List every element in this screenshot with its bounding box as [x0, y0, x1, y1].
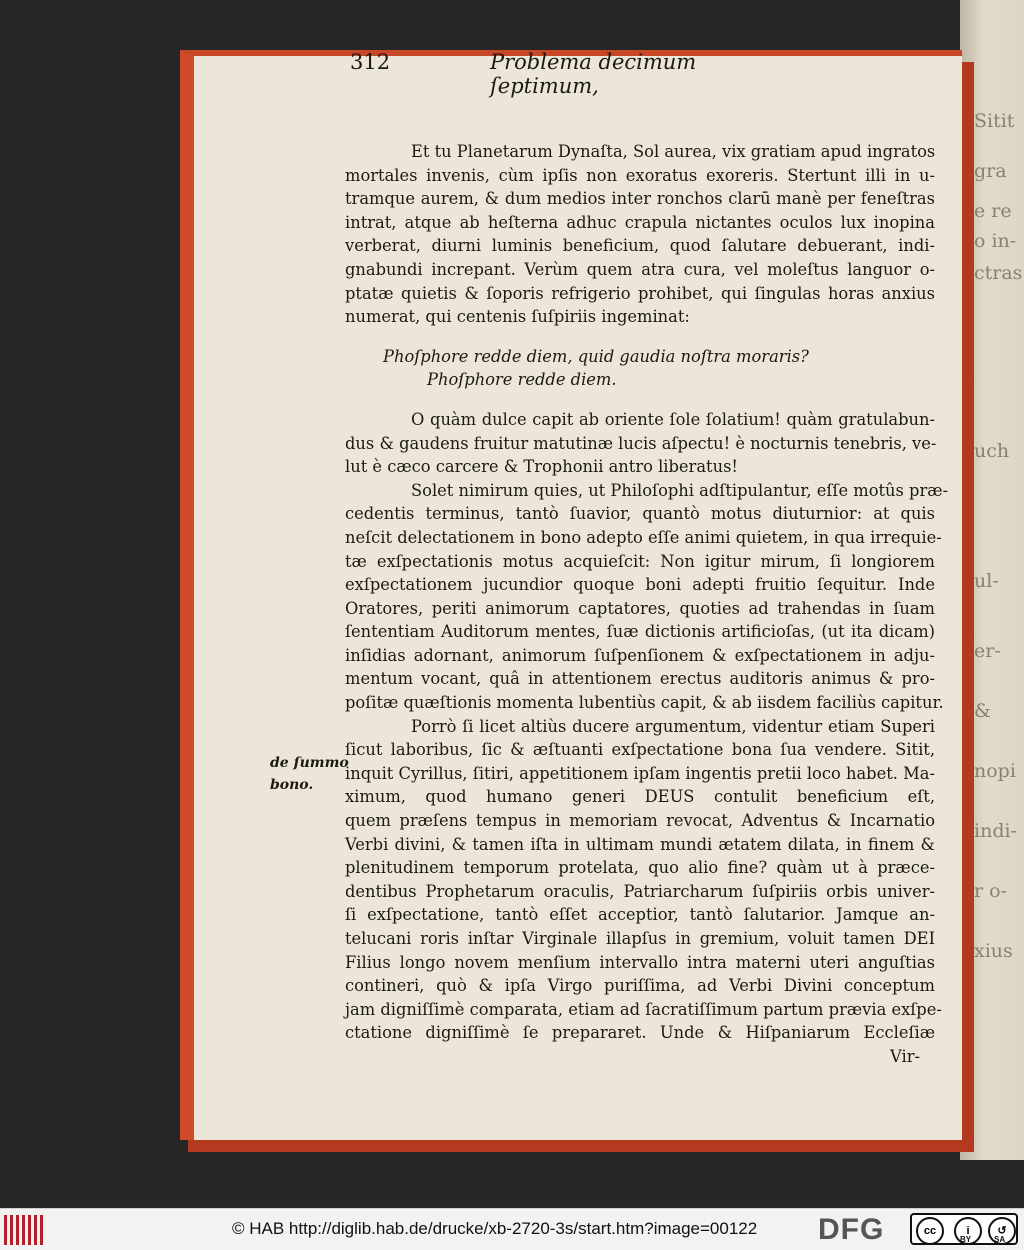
- text-line: Et tu Planetarum Dynaſta, Sol aurea, vix gratiam apud ingratos: [411, 142, 936, 161]
- ghost-fragment: gra: [974, 160, 1007, 182]
- page-number: 312: [350, 50, 391, 74]
- sa-icon: ↺: [988, 1217, 1016, 1245]
- text-line: inſidias adornant, animorum ſuſpenſionem & exſpectationem in adju-: [345, 645, 935, 665]
- ghost-fragment: nopi: [974, 760, 1016, 782]
- ghost-fragment: er-: [974, 640, 1001, 662]
- hab-logo-icon[interactable]: [4, 1215, 46, 1245]
- text-line: mortales invenis, cùm ipſis non exoratus exoreris. Stertunt illi in u-: [345, 165, 935, 185]
- ghost-fragment: ul-: [974, 570, 999, 592]
- text-line: cedentis terminus, tantò ſuavior, quantò motus diuturnior: at quis: [345, 504, 935, 524]
- dfg-logo[interactable]: DFG: [818, 1213, 885, 1246]
- text-line: mentum vocant, quâ in attentionem erectus auditoris animus & pro-: [345, 669, 935, 689]
- ghost-fragment: uch: [974, 440, 1010, 462]
- paragraph-3: [345, 479, 949, 715]
- text-line: inquit Cyrillus, ſitiri, appetitionem ipſam ingentis pretii loco habet. Ma-: [345, 763, 935, 783]
- ghost-fragment: &: [974, 700, 991, 722]
- text-line: verberat, diurni luminis beneficium, quod ſalutare debuerant, indi-: [345, 236, 935, 256]
- ghost-fragment: xius: [974, 940, 1013, 962]
- text-line: exſpectationem jucundior quoque boni adepti fruitio ſequitur. Inde: [345, 575, 935, 595]
- by-icon: i: [954, 1217, 982, 1245]
- cc-label-sa: SA: [994, 1235, 1006, 1244]
- text-line: plenitudinem temporum protelata, quo alio fine? quàm ut à præce-: [345, 858, 935, 878]
- text-line: Filius longo novem menſium intervallo intra materni uteri anguſtias: [345, 952, 935, 972]
- running-header: [180, 50, 760, 98]
- verse-line: Phoſphore redde diem.: [427, 370, 617, 390]
- page-body: [345, 140, 949, 1069]
- ghost-fragment: ctras: [974, 262, 1023, 284]
- ghost-fragment: o in-: [974, 230, 1017, 252]
- paragraph-1: [345, 140, 935, 329]
- text-line: ctatione digniſſimè ſe prepararet. Unde & Hiſpaniarum Eccleſiæ: [345, 1023, 935, 1043]
- ghost-fragment: r o-: [974, 880, 1007, 902]
- verse-line: Phoſphore redde diem, quid gaudia noſtra moraris?: [383, 346, 809, 366]
- text-line: dentibus Prophetarum oraculis, Patriarcharum ſuſpiriis orbis univer-: [345, 881, 935, 901]
- catchword: Vir-: [890, 1046, 920, 1066]
- ghost-fragment: indi-: [974, 820, 1017, 842]
- ghost-fragment: e re: [974, 200, 1012, 222]
- text-line: dus & gaudens fruitur matutinæ lucis aſpectu! è nocturnis tenebris, ve-: [345, 433, 937, 453]
- text-line: jam digniſſimè comparata, etiam ad ſacratiſſimum partum prævia exſpe-: [345, 999, 942, 1019]
- text-line: poſitæ quæſtionis momenta lubentiùs capit, & ab iisdem faciliùs capitur.: [345, 693, 944, 713]
- margin-note-line: bono.: [270, 777, 314, 793]
- text-line: neſcit delectationem in bono adepto eſſe animi quietem, in qua irrequie-: [345, 527, 942, 547]
- text-line: telucani roris inſtar Virginale illapſus in gremium, voluit tamen DEI: [345, 929, 935, 948]
- running-title: Problema decimum ſeptimum,: [490, 50, 697, 98]
- footer-bar: [0, 1208, 1024, 1250]
- text-line: ſententiam Auditorum mentes, ſuæ dictionis artificioſas, (ut ita dicam): [345, 622, 935, 642]
- paragraph-2: [345, 408, 935, 479]
- text-line: gnabundi increpant. Verùm quem atra cura, vel moleſtus languor o-: [345, 259, 935, 279]
- text-line: quem præſens tempus in memoriam revocat, Adventus & Incarnatio: [345, 811, 935, 831]
- ghost-fragment: Sitit: [974, 110, 1015, 132]
- text-line: O quàm dulce capit ab oriente ſole ſolatium! quàm gratulabun-: [411, 409, 935, 429]
- cc-icon: cc: [916, 1217, 944, 1245]
- text-line: tramque aurem, & dum medios inter ronchos clarū manè per feneſtras: [345, 189, 935, 209]
- text-line: numerat, qui centenis ſuſpiriis ingeminat:: [345, 307, 690, 327]
- text-line: Oratores, periti animorum captatores, quoties ad trahendas in ſuam: [345, 598, 935, 618]
- text-line: Verbi divini, & tamen iſta in ultimam mundi ætatem dilata, in finem &: [345, 834, 935, 854]
- margin-note-line: de ſummo: [270, 755, 349, 771]
- text-line: ptatæ quietis & ſoporis refrigerio prohibet, qui ſingulas horas anxius: [345, 283, 935, 303]
- credit-link[interactable]: © HAB http://diglib.hab.de/drucke/xb-2720-3s/start.htm?image=00122: [232, 1219, 758, 1238]
- text-line: intrat, atque ab heſterna adhuc crapula nictantes oculos lux inopina: [345, 212, 935, 232]
- paragraph-4: [345, 715, 942, 1045]
- margin-note: [270, 752, 349, 796]
- text-line: tæ exſpectationis motus acquieſcit: Non igitur mirum, ſi longiorem: [345, 551, 935, 571]
- text-line: contineri, quò & ipſa Virgo puriſſima, ad Verbi Divini conceptum: [345, 976, 935, 996]
- text-line: lut è cæco carcere & Trophonii antro liberatus!: [345, 457, 738, 477]
- text-line: Porrò ſi licet altiùs ducere argumentum, videntur etiam Superi: [411, 716, 935, 736]
- cc-license-badge[interactable]: [910, 1213, 1018, 1245]
- text-line: Solet nimirum quies, ut Philoſophi adſtipulantur, eſſe motûs præ-: [411, 480, 949, 500]
- text-line: ſi exſpectatione, tantò eſſet acceptior, tantò ſalutarior. Jamque an-: [345, 905, 935, 925]
- text-line: ximum, quod humano generi DEUS contulit beneficium eſt,: [345, 787, 935, 807]
- text-line: ſicut laboribus, ſic & æſtuanti exſpectatione bona ſua vendere. Sitit,: [345, 740, 935, 760]
- cc-label-by: BY: [960, 1235, 972, 1244]
